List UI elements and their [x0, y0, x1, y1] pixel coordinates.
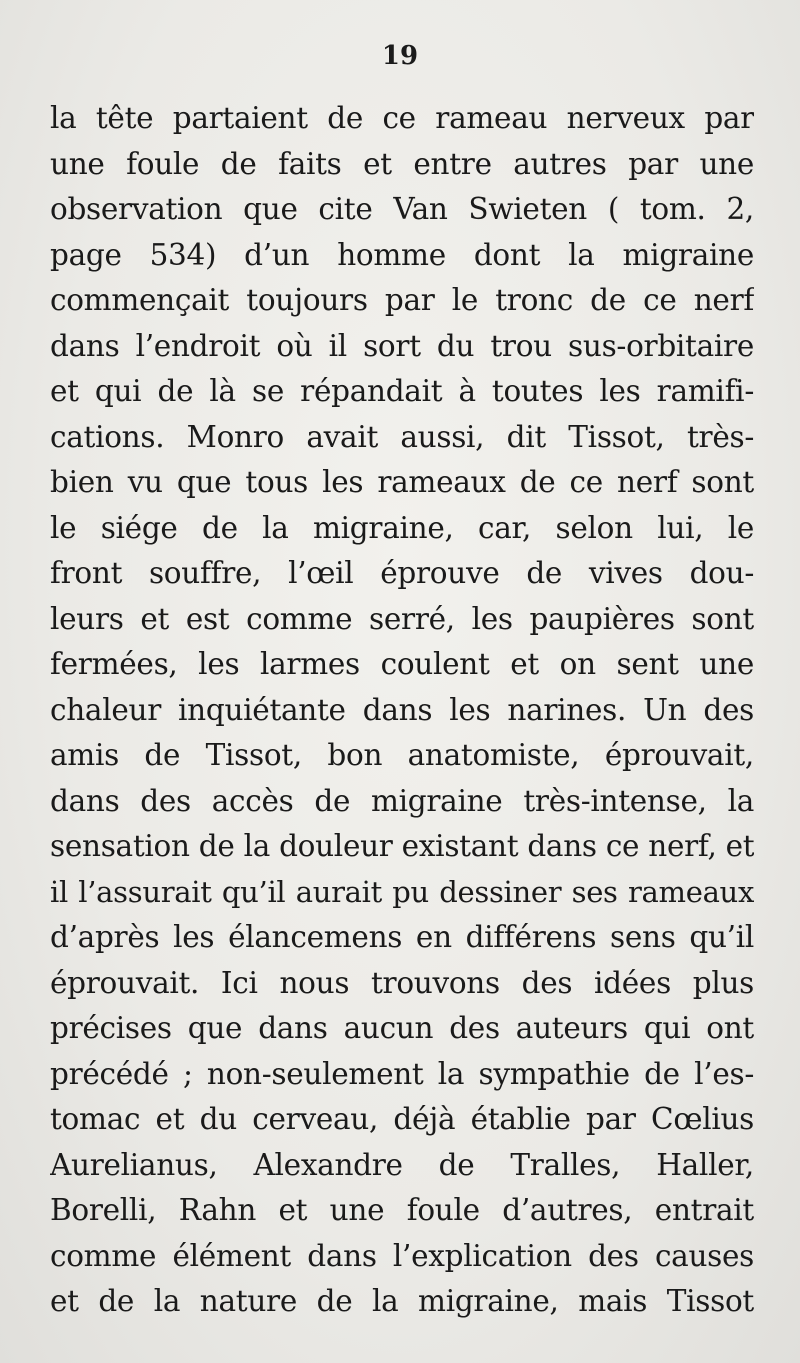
text-line: fermées, les larmes coulent et on sent une — [50, 647, 754, 681]
text-line: le siége de la migraine, car, selon lui, le — [50, 510, 754, 545]
body-text — [50, 96, 754, 1325]
text-line: il l’assurait qu’il aurait pu dessiner ses rameaux — [50, 874, 754, 909]
text-line: cations. Monro avait aussi, dit Tissot, très- — [50, 419, 754, 454]
text-line: front souffre, l’œil éprouve de vives dou- — [50, 556, 754, 590]
text-line: et de la nature de la migraine, mais Tissot — [50, 1284, 754, 1318]
text-line: amis de Tissot, bon anatomiste, éprouvait, — [50, 738, 754, 772]
text-line: chaleur inquiétante dans les narines. Un des — [50, 692, 754, 727]
page-number: 19 — [381, 41, 419, 71]
text-line: comme élément dans l’explication des causes — [50, 1238, 754, 1273]
text-line: précises que dans aucun des auteurs qui ont — [50, 1011, 754, 1045]
text-line: une foule de faits et entre autres par une — [50, 146, 754, 181]
text-line: éprouvait. Ici nous trouvons des idées plus — [50, 965, 754, 1000]
text-line: dans des accès de migraine très-intense, la — [50, 783, 754, 818]
text-line: et qui de là se répandait à toutes les ramifi- — [50, 374, 754, 408]
text-line: tomac et du cerveau, déjà établie par Cœlius — [50, 1102, 754, 1136]
text-line: observation que cite Van Swieten ( tom. 2, — [50, 192, 754, 226]
text-line: d’après les élancemens en différens sens qu’il — [50, 920, 754, 954]
text-line: sensation de la douleur existant dans ce nerf, et — [50, 829, 754, 863]
text-line: bien vu que tous les rameaux de ce nerf sont — [50, 465, 754, 499]
text-line: précédé ; non-seulement la sympathie de l’es- — [50, 1056, 754, 1091]
text-line: dans l’endroit où il sort du trou sus-orbitaire — [50, 328, 754, 363]
text-line: la tête partaient de ce rameau nerveux par — [50, 101, 754, 135]
text-line: commençait toujours par le tronc de ce nerf — [50, 283, 754, 317]
text-line: page 534) d’un homme dont la migraine — [50, 237, 754, 272]
text-line: Borelli, Rahn et une foule d’autres, entrait — [50, 1193, 754, 1227]
text-line: Aurelianus, Alexandre de Tralles, Haller, — [50, 1147, 754, 1182]
text-line: leurs et est comme serré, les paupières sont — [50, 601, 754, 636]
